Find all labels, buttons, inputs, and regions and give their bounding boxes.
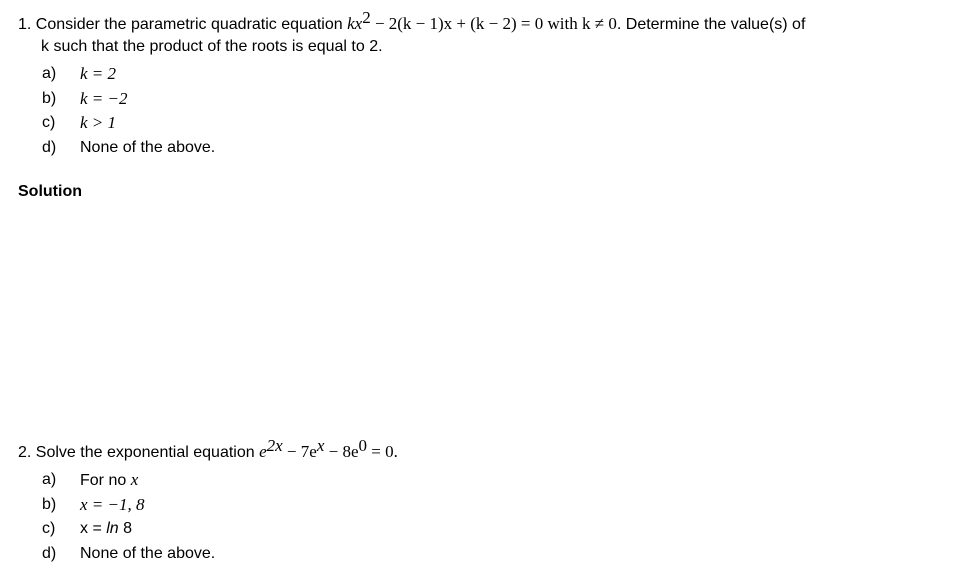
option-label: d) xyxy=(42,138,57,156)
option-label: b) xyxy=(42,89,57,107)
question-2-options xyxy=(18,468,398,566)
option-label: c) xyxy=(42,114,56,131)
condition: k ≠ 0 xyxy=(582,14,617,33)
equation-term: kx xyxy=(347,14,363,33)
equation-exponent: 2x xyxy=(266,436,283,455)
equation-rest: = 0. xyxy=(367,442,398,461)
option-a xyxy=(18,62,805,87)
option-d xyxy=(18,136,805,161)
question-number: 1. xyxy=(18,16,32,33)
option-a xyxy=(18,468,398,493)
question-text: Consider the parametric quadratic equation xyxy=(35,16,348,33)
option-label: d) xyxy=(42,544,57,562)
option-d xyxy=(18,542,398,567)
question-text: Solve the exponential equation xyxy=(35,444,260,461)
question-2-stem xyxy=(18,436,398,464)
question-1 xyxy=(18,8,806,160)
equation-exponent: x xyxy=(316,436,325,455)
question-text-tail: Determine the value(s) of xyxy=(621,16,806,33)
option-text: x = −1, 8 xyxy=(80,494,145,514)
equation-term: − 7e xyxy=(282,442,317,461)
option-text-plain: 8 xyxy=(118,520,133,537)
equation-term: − 8e xyxy=(324,442,359,461)
option-label: a) xyxy=(42,65,57,82)
equation-term: e xyxy=(259,442,267,461)
option-text: None of the above. xyxy=(80,544,216,562)
option-text xyxy=(80,468,138,494)
option-text-plain: For no xyxy=(80,472,131,489)
option-label: c) xyxy=(42,520,56,537)
condition-end: . xyxy=(616,16,622,33)
option-text: k > 1 xyxy=(80,113,117,132)
option-label: b) xyxy=(42,495,57,513)
equation-rest: − 2(k − 1)x + (k − 2) = 0 xyxy=(370,14,544,33)
option-text-plain: x = xyxy=(80,520,107,537)
question-number: 2. xyxy=(18,444,32,461)
solution-heading: Solution xyxy=(18,183,82,200)
option-label: a) xyxy=(42,471,57,488)
with-word: with xyxy=(543,14,583,33)
option-text: k = −2 xyxy=(80,88,128,108)
option-text: None of the above. xyxy=(80,138,216,156)
option-c xyxy=(18,517,398,542)
question-2 xyxy=(18,436,398,566)
question-1-options xyxy=(18,62,805,160)
option-text: k = 2 xyxy=(80,64,117,83)
option-b xyxy=(18,87,805,112)
question-1-stem xyxy=(18,8,806,36)
option-text-italic: ln xyxy=(106,520,119,537)
equation-exponent: 2 xyxy=(362,8,371,27)
option-b xyxy=(18,493,398,518)
option-text xyxy=(80,517,132,542)
option-text-math: x xyxy=(130,470,139,489)
option-c xyxy=(18,111,805,136)
equation-exponent: 0 xyxy=(358,436,367,455)
question-1-continuation: k such that the product of the roots is equal to 2. xyxy=(41,38,383,55)
